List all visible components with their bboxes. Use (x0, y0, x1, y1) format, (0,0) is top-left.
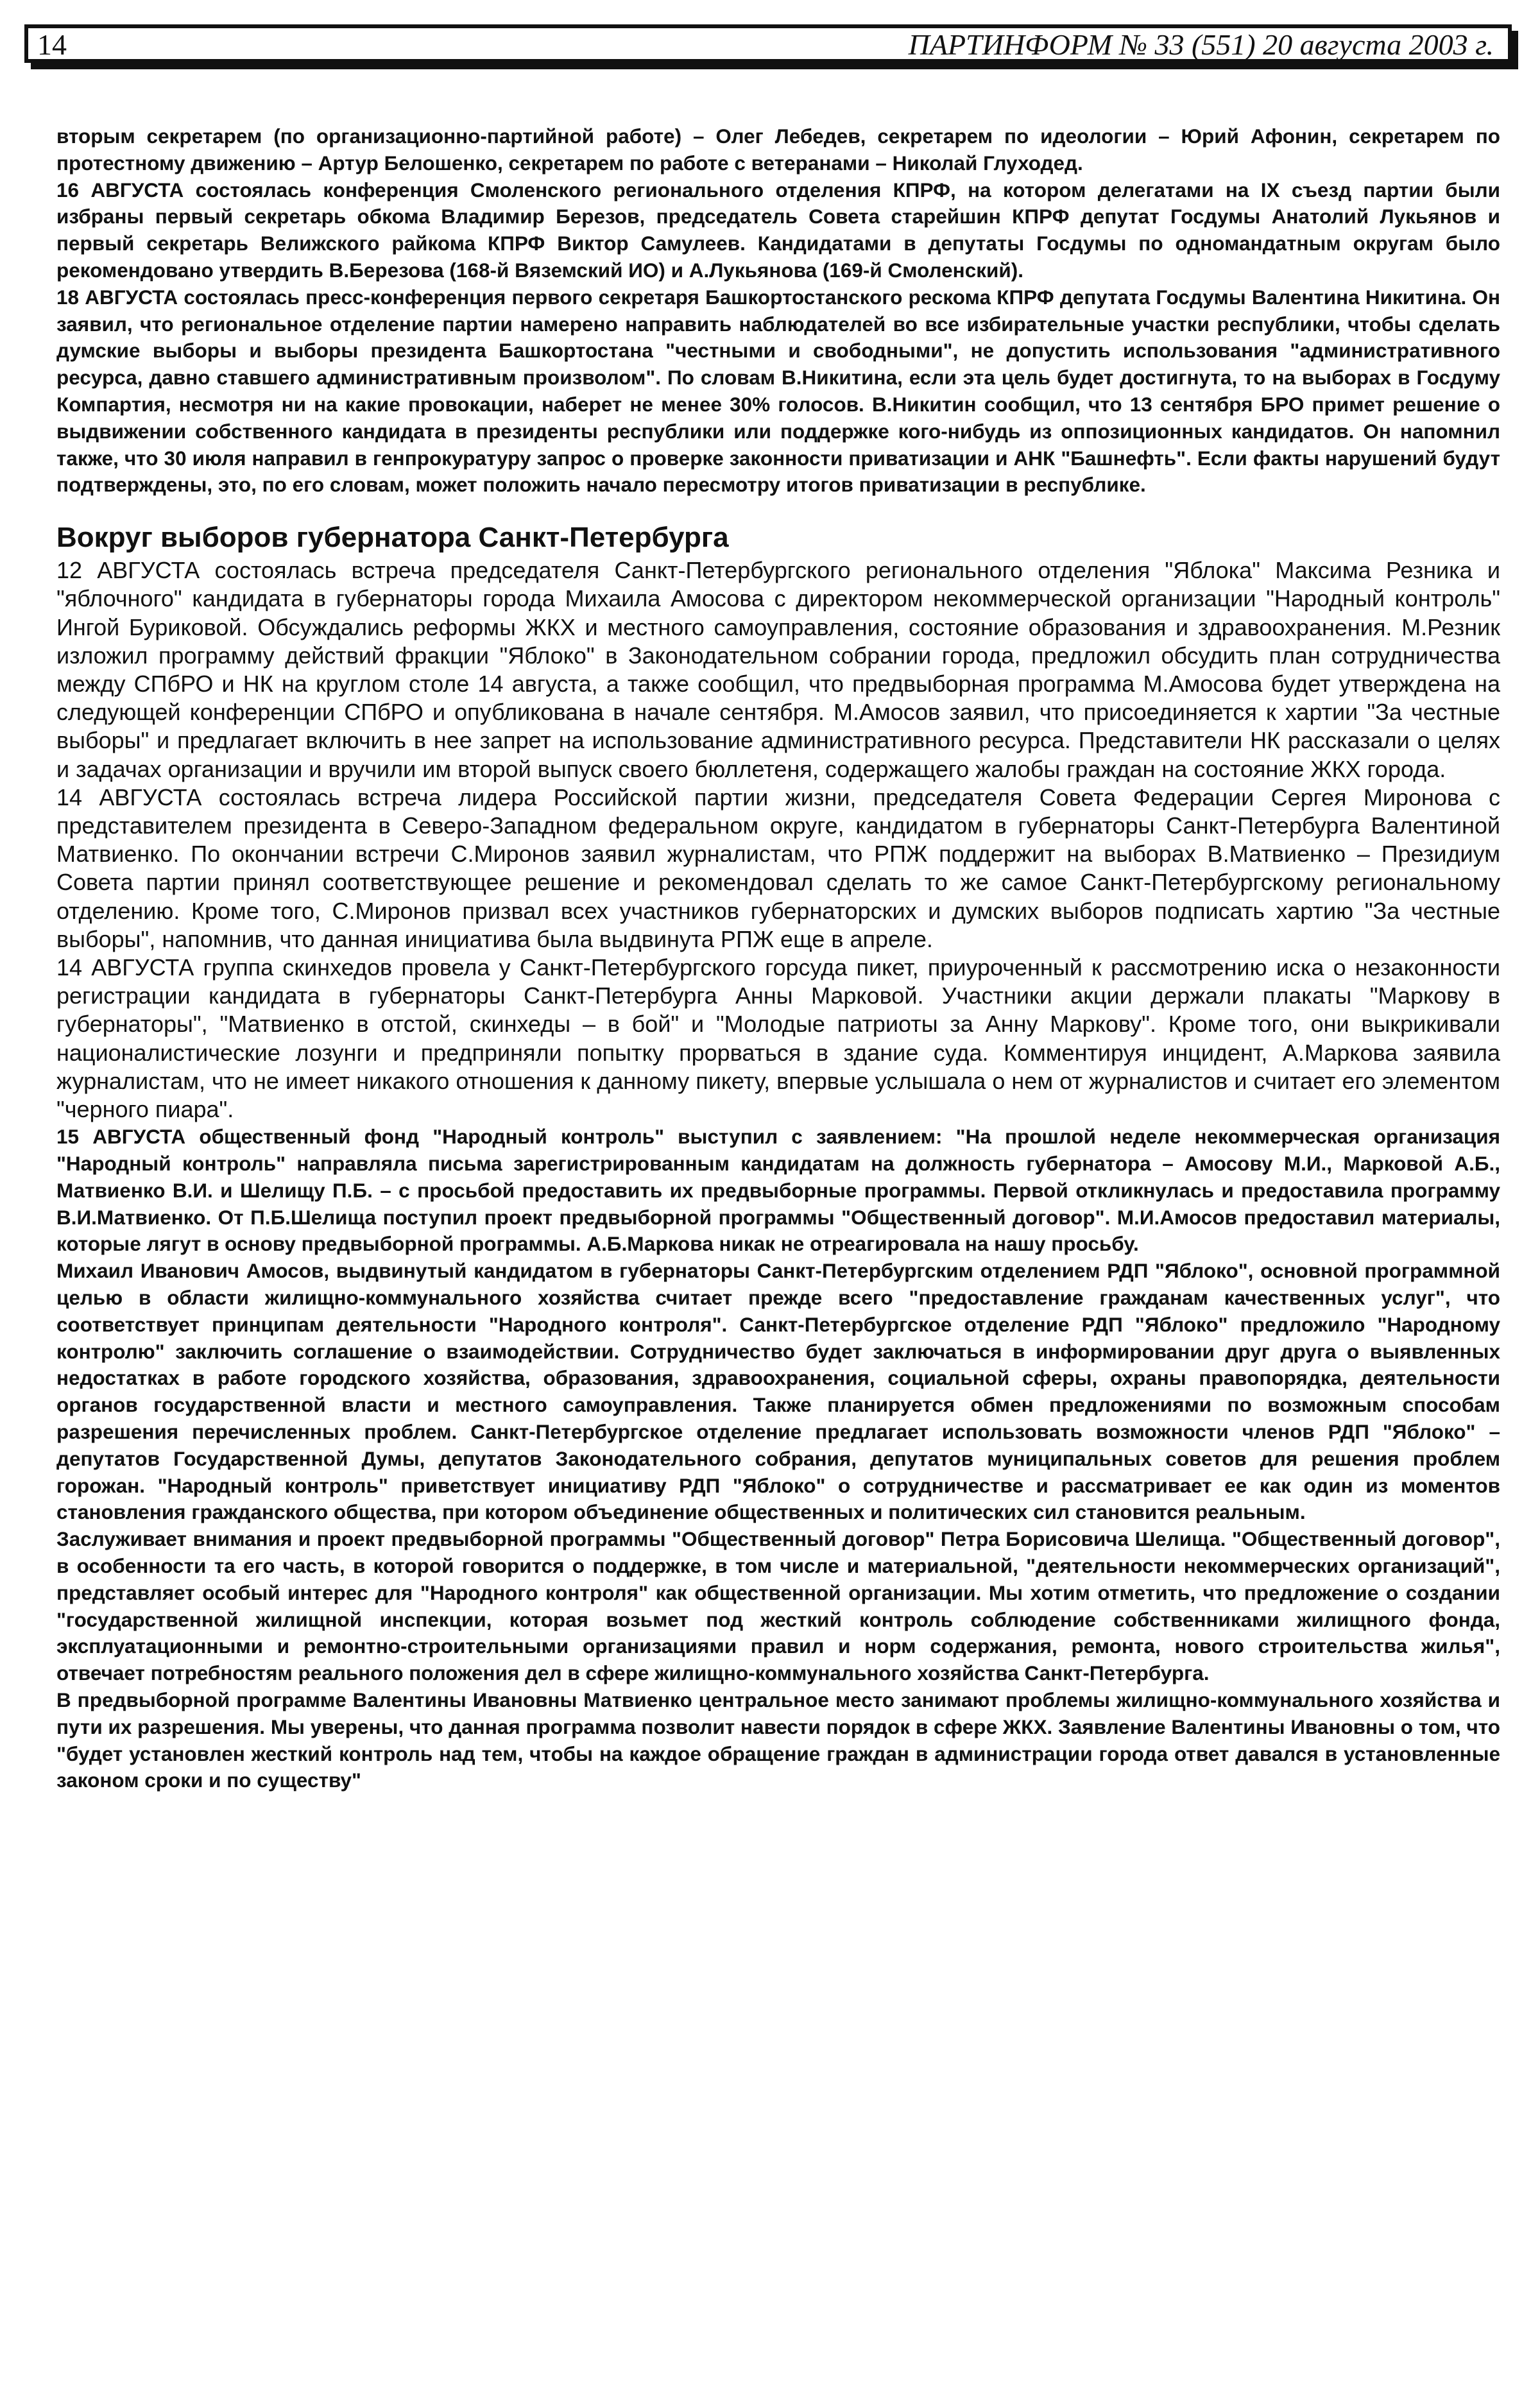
paragraph: вторым секретарем (по организационно-партийной работе) – Олег Лебедев, секретарем по идеологии – Юрий Афонин, секретарем по протестному движению – Артур Белошенко, секретарем по работе с ветеранами – Николай Глуходед. (56, 124, 1500, 175)
paragraph: В предвыборной программе Валентины Ивановны Матвиенко центральное место занимают проблемы жилищно-коммунального хозяйства и пути их разрешения. Мы уверены, что данная программа позволит навести порядок в сфере ЖКХ. Заявление Валентины Ивановны о том, что "будет установлен жесткий контроль над тем, чтобы на каждое обращение граждан в администрации города ответ давался в установленные законом сроки и по существу" (56, 1688, 1500, 1792)
paragraph: 16 АВГУСТА состоялась конференция Смоленского регионального отделения КПРФ, на котором делегатами на IX съезд партии были избраны первый секретарь обкома Владимир Березов, председатель Совета старейшин КПРФ депутат Госдумы Анатолий Лукьянов и первый секретарь Велижского райкома КПРФ Виктор Самулеев. Кандидатами в депутаты Госдумы по одномандатным округам было рекомендовано утвердить В.Березова (168-й Вяземский ИО) и А.Лукьянова (169-й Смоленский). (56, 178, 1500, 282)
paragraph: 14 АВГУСТА состоялась встреча лидера Российской партии жизни, председателя Совета Федерации Сергея Миронова с представителем президента в Северо-Западном федеральном округе, кандидатом в губернаторы Санкт-Петербурга Валентиной Матвиенко. По окончании встречи С.Миронов заявил журналистам, что РПЖ поддержит на выборах В.Матвиенко – Президиум Совета партии принял соответствующее решение и рекомендовал сделать то же самое Санкт-Петербургскому региональному отделению. Кроме того, С.Миронов призвал всех участников губернаторских и думских выборов подписать хартию "За честные выборы", напомнив, что данная инициатива была выдвинута РПЖ еще в апреле. (56, 784, 1500, 952)
page-header (24, 24, 1512, 63)
section-heading: Вокруг выборов губернатора Санкт-Петербурга (56, 522, 729, 554)
paragraph: Заслуживает внимания и проект предвыборной программы "Общественный договор" Петра Борисовича Шелища. "Общественный договор", в особенности та его часть, в которой говорится о поддержке, в том числе и материальной, "деятельности некоммерческих организаций", представляет особый интерес для "Народного контроля" как общественной организации. Мы хотим отметить, что предложение о создании "государственной жилищной инспекции, которая возьмет под жесткий контроль соблюдение собственниками жилищного фонда, эксплуатационными и ремонтно-строительными организациями правил и норм содержания, ремонта, нового строительства жилья", отвечает потребностям реального положения дел в сфере жилищно-коммунального хозяйства Санкт-Петербурга. (56, 1527, 1500, 1685)
page-number: 14 (37, 28, 67, 61)
article-body (56, 123, 1500, 1794)
paragraph: 18 АВГУСТА состоялась пресс-конференция первого секретаря Башкортостанского рескома КПРФ депутата Госдумы Валентина Никитина. Он заявил, что региональное отделение партии намерено направить наблюдателей во все избирательные участки республики, чтобы сделать думские выборы и выборы президента Башкортостана "честными и свободными", не допустить использования "административного ресурса, давно ставшего административным произволом". По словам В.Никитина, если эта цель будет достигнута, то на выборах в Госдуму Компартия, несмотря ни на какие провокации, наберет не менее 30% голосов. В.Никитин сообщил, что 13 сентября БРО примет решение о выдвижении собственного кандидата в президенты республики или поддержке кого-нибудь из оппозиционных кандидатов. Он напомнил также, что 30 июля направил в генпрокуратуру запрос о проверке законности приватизации и АНК "Башнефть". Если факты нарушений будут подтверждены, это, по его словам, может положить начало пересмотру итогов приватизации в республике. (56, 285, 1500, 497)
paragraph: Михаил Иванович Амосов, выдвинутый кандидатом в губернаторы Санкт-Петербургским отделением РДП "Яблоко", основной программной целью в области жилищно-коммунального хозяйства считает прежде всего "предоставление гражданам качественных услуг", что соответствует принципам деятельности "Народного контроля". Санкт-Петербургское отделение РДП "Яблоко" предложило "Народному контролю" заключить соглашение о взаимодействии. Сотрудничество будет заключаться в информировании друг друга о выявленных недостатках в работе городского хозяйства, образования, здравоохранения, социальной сферы, охраны правопорядка, деятельности органов государственной власти и местного самоуправления. Также планируется обмен предложениями по возможным способам разрешения перечисленных проблем. Санкт-Петербургское отделение предлагает использовать возможности членов РДП "Яблоко" – депутатов Государственной Думы, депутатов Законодательного собрания, депутатов муниципальных советов для решения проблем горожан. "Народный контроль" приветствует инициативу РДП "Яблоко" о сотрудничестве и рассматривает ее как один из моментов становления гражданского общества, при котором объединение общественных и политических сил становится реальным. (56, 1259, 1500, 1524)
paragraph: 12 АВГУСТА состоялась встреча председателя Санкт-Петербургского регионального отделения "Яблока" Максима Резника и "яблочного" кандидата в губернаторы города Михаила Амосова с директором некоммерческой организации "Народный контроль" Ингой Буриковой. Обсуждались реформы ЖКХ и местного самоуправления, состояние образования и здравоохранения. М.Резник изложил программу действий фракции "Яблоко" в Законодательном собрании города, предложил обсудить план сотрудничества между СПбРО и НК на круглом столе 14 августа, а также сообщил, что предвыборная программа М.Амосова будет утверждена на следующей конференции СПбРО и опубликована в начале сентября. М.Амосов заявил, что присоединяется к хартии "За честные выборы" и предлагает включить в нее запрет на использование административного ресурса. Представители НК рассказали о целях и задачах организации и вручили им второй выпуск своего бюллетеня, содержащего жалобы граждан на состояние ЖКХ города. (56, 557, 1500, 782)
paragraph: 15 АВГУСТА общественный фонд "Народный контроль" выступил с заявлением: "На прошлой неделе некоммерческая организация "Народный контроль" направляла письма зарегистрированным кандидатам на должность губернатора – Амосову М.И., Марковой А.Б., Матвиенко В.И. и Шелищу П.Б. – с просьбой предоставить их предвыборные программы. Первой откликнулась и предоставила программу В.И.Матвиенко. От П.Б.Шелища поступил проект предвыборной программы "Общественный договор". М.И.Амосов предоставил материалы, которые лягут в основу предвыборной программы. А.Б.Маркова никак не отреагировала на нашу просьбу. (56, 1125, 1500, 1256)
publication-title: ПАРТИНФОРМ № 33 (551) 20 августа 2003 г. (908, 28, 1494, 61)
paragraph: 14 АВГУСТА группа скинхедов провела у Санкт-Петербургского горсуда пикет, приуроченный к рассмотрению иска о незаконности регистрации кандидата в губернаторы Санкт-Петербурга Анны Марковой. Участники акции держали плакаты "Маркову в губернаторы", "Матвиенко в отстой, скинхеды – в бой" и "Молодые патриоты за Анну Маркову". Кроме того, они выкрикивали националистические лозунги и предприняли попытку прорваться в здание суда. Комментируя инцидент, А.Маркова заявила журналистам, что не имеет никакого отношения к данному пикету, впервые услышала о нем от журналистов и считает его элементом "черного пиара". (56, 954, 1500, 1123)
